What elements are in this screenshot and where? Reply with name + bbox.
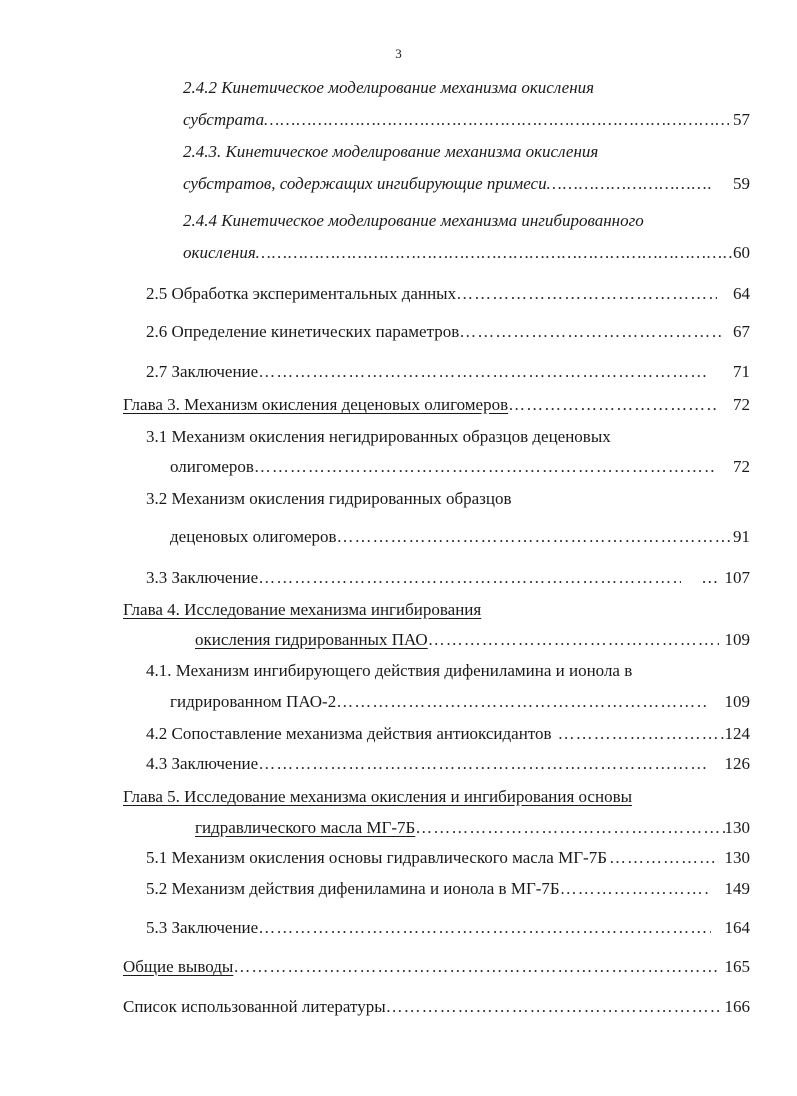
toc-page-number: 165 xyxy=(724,957,750,976)
toc-page-number: 164 xyxy=(724,918,750,937)
leader-dots xyxy=(560,876,711,902)
toc-page-number: 130 xyxy=(724,818,750,837)
toc-entry-text: 4.2 Сопоставление механизма действия антиоксидантов xyxy=(146,724,552,743)
leader-dots xyxy=(456,281,717,307)
toc-entry-5-2[interactable] xyxy=(146,876,750,902)
toc-entry-2-4-3-text: субстратов, содержащих ингибирующие примеси xyxy=(183,174,547,193)
leader-dots xyxy=(258,751,706,777)
leader-dots xyxy=(336,689,708,715)
toc-chapter-text: окисления гидрированных ПАО xyxy=(195,630,428,649)
toc-entry-text: 5.1 Механизм окисления основы гидравлического масла МГ-7Б xyxy=(146,848,607,867)
toc-page-number: 109 xyxy=(724,630,750,649)
leader-dots xyxy=(254,454,717,480)
toc-page-number: 109 xyxy=(724,692,750,711)
toc-entry-text: 5.2 Механизм действия дифениламина и ионола в МГ-7Б xyxy=(146,879,560,898)
leader-dots xyxy=(258,359,707,385)
leader-dots xyxy=(337,524,733,550)
toc-page-number: 57 xyxy=(733,110,750,129)
toc-chapter-4[interactable] xyxy=(195,627,750,653)
toc-entry-4-3[interactable] xyxy=(146,751,750,777)
toc-chapter-4-title: Глава 4. Исследование механизма ингибирования xyxy=(123,600,482,619)
toc-page-number: 149 xyxy=(724,879,750,898)
leader-dots xyxy=(233,954,718,980)
toc-page-number: … 107 xyxy=(701,568,750,587)
toc-chapter-5-title: Глава 5. Исследование механизма окисления и ингибирования основы xyxy=(123,787,633,806)
toc-entry-text: Общие выводы xyxy=(123,957,234,976)
toc-entry-2-4-2-title: 2.4.2 Кинетическое моделирование механизма окисления xyxy=(183,78,595,97)
leader-dots xyxy=(607,845,719,871)
toc-entry-text: гидрированном ПАО-2 xyxy=(170,692,337,711)
toc-entry-2-4-3-title: 2.4.3. Кинетическое моделирование механизма окисления xyxy=(183,142,599,161)
toc-chapter-text: гидравлического масла МГ-7Б xyxy=(195,818,416,837)
toc-page-number: 64 xyxy=(733,284,750,303)
leader-dots xyxy=(258,565,681,591)
toc-entry-text: 5.3 Заключение xyxy=(146,918,259,937)
toc-entry-2-7[interactable] xyxy=(146,359,750,385)
leader-dots xyxy=(508,392,717,418)
leader-dots xyxy=(547,171,712,197)
toc-entry-2-4-3[interactable] xyxy=(183,171,750,197)
toc-page-number: 126 xyxy=(724,754,750,773)
toc-entry-text: 3.3 Заключение xyxy=(146,568,259,587)
toc-entry-text: 4.3 Заключение xyxy=(146,754,259,773)
leader-dots xyxy=(264,107,729,133)
leader-dots xyxy=(428,627,719,653)
leader-dots xyxy=(258,915,710,941)
toc-chapter-5[interactable] xyxy=(195,815,750,841)
toc-page-number: 91 xyxy=(733,527,750,546)
leader-dots xyxy=(415,815,724,841)
toc-entry-3-2[interactable] xyxy=(170,524,750,550)
toc-entry-2-4-2-text: субстрата xyxy=(183,110,265,129)
leader-dots xyxy=(552,721,725,747)
leader-dots xyxy=(386,994,719,1020)
toc-entry-3-3[interactable] xyxy=(146,565,750,591)
toc-entry-2-4-4-text: окисления xyxy=(183,243,256,262)
toc-page-number: 72 xyxy=(733,395,750,414)
toc-entry-5-1[interactable] xyxy=(146,845,750,871)
toc-entry-4-1-title: 4.1. Механизм ингибирующего действия дифениламина и ионола в xyxy=(146,661,633,680)
page-number: 3 xyxy=(395,46,402,61)
toc-conclusions[interactable] xyxy=(123,954,750,980)
toc-entry-4-1[interactable] xyxy=(170,689,750,715)
toc-entry-2-4-4-title: 2.4.4 Кинетическое моделирование механизма ингибированного xyxy=(183,211,644,230)
toc-page-number: 130 xyxy=(724,848,750,867)
toc-entry-2-4-4[interactable] xyxy=(183,240,750,266)
toc-entry-3-1[interactable] xyxy=(170,454,750,480)
toc-page-number: 124 xyxy=(724,724,750,743)
leader-dots xyxy=(459,319,723,345)
toc-chapter-3[interactable] xyxy=(123,392,750,418)
toc-entry-3-2-title: 3.2 Механизм окисления гидрированных образцов xyxy=(146,489,512,508)
toc-page-number: 60 xyxy=(733,243,750,262)
toc-references[interactable] xyxy=(123,994,750,1020)
toc-page-number: 67 xyxy=(733,322,750,341)
toc-page-number: 72 xyxy=(733,457,750,476)
toc-entry-5-3[interactable] xyxy=(146,915,750,941)
leader-dots xyxy=(256,240,733,266)
toc-entry-text: 2.6 Определение кинетических параметров xyxy=(146,322,460,341)
toc-entry-3-1-title: 3.1 Механизм окисления негидрированных образцов деценовых xyxy=(146,427,611,446)
toc-page-number: 166 xyxy=(724,997,750,1016)
toc-chapter-text: Глава 3. Механизм окисления деценовых олигомеров xyxy=(123,395,509,414)
toc-entry-4-2[interactable] xyxy=(146,721,750,747)
toc-entry-text: 2.5 Обработка экспериментальных данных xyxy=(146,284,457,303)
toc-entry-text: 2.7 Заключение xyxy=(146,362,259,381)
toc-entry-text: Список использованной литературы xyxy=(123,997,386,1016)
toc-entry-2-5[interactable] xyxy=(146,281,750,307)
toc-entry-2-6[interactable] xyxy=(146,319,750,345)
toc-entry-text: олигомеров xyxy=(170,457,254,476)
toc-page-number: 71 xyxy=(733,362,750,381)
toc-page-number: 59 xyxy=(733,174,750,193)
toc-entry-2-4-2[interactable] xyxy=(183,107,750,133)
toc-entry-text: деценовых олигомеров xyxy=(170,527,337,546)
